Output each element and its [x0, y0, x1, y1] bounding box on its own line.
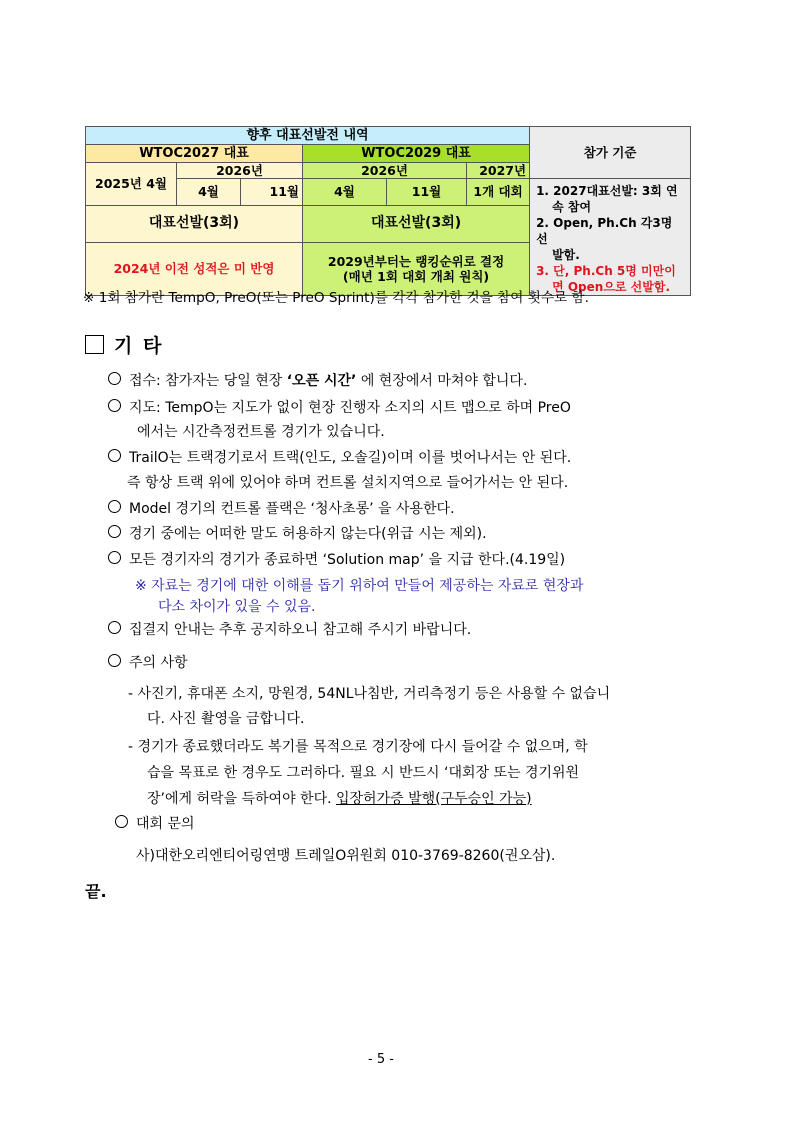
model-text: Model 경기의 컨트롤 플랙은 ‘청사초롱’ 을 사용한다.	[129, 501, 455, 517]
trail-text-1: TrailO는 트랙경기로서 트랙(인도, 오솔길)이며 이를 벗어나서는 안 된다.	[129, 450, 572, 466]
silence-item	[108, 524, 487, 544]
remark-text-1: ※ 자료는 경기에 대한 이해를 돕기 위하여 만들어 제공하는 자료로 현장과	[135, 578, 584, 594]
circle-bullet-icon	[108, 654, 121, 667]
criteria-list	[530, 179, 691, 296]
criteria-3b: 면 Open으로 선발함.	[552, 280, 671, 294]
caution-text-2a: - 경기가 종료했더라도 복기를 목적으로 경기장에 다시 들어갈 수 없으며, 학	[128, 739, 588, 755]
caution-heading: 주의 사항	[129, 655, 188, 671]
circle-bullet-icon	[108, 551, 121, 564]
inquiry-heading: 대회 문의	[136, 816, 195, 832]
circle-bullet-icon	[108, 500, 121, 513]
note-2027: 2024년 이전 성적은 미 반영	[86, 242, 303, 295]
map-item	[108, 398, 571, 418]
caution-text-2c: 장’에게 허락을 득하여야 한다.	[147, 791, 336, 807]
section-title: 기 타	[114, 335, 164, 357]
section-heading	[85, 331, 163, 358]
month-november-2026-b: 11월	[387, 179, 467, 206]
end-mark: 끝.	[85, 882, 107, 901]
entry-permit-note: 입장허가증 발행(구두승인 가능)	[336, 791, 532, 807]
circle-bullet-icon	[108, 449, 121, 462]
year-2025-april: 2025년 4월	[86, 163, 177, 206]
caution-text-1a: - 사진기, 휴대폰 소지, 망원경, 54NL나침반, 거리측정기 등은 사용할 수 없습니	[128, 686, 611, 702]
selection-2029: 대표선발(3회)	[303, 205, 530, 242]
assembly-item	[108, 620, 471, 640]
criteria-1b: 속 참여	[552, 200, 592, 214]
criteria-1a: 1. 2027대표선발: 3회 연	[536, 184, 678, 198]
criteria-3a: 3. 단, Ph.Ch 5명 미만이	[536, 264, 676, 278]
trail-item	[108, 448, 571, 468]
criteria-heading: 참가 기준	[530, 127, 691, 179]
silence-text: 경기 중에는 어떠한 말도 허용하지 않는다(위급 시는 제외).	[129, 526, 487, 542]
checkbox-square-icon	[85, 335, 104, 354]
solution-text: 모든 경기자의 경기가 종료하면 ‘Solution map’ 을 지급 한다.(4.19일)	[129, 552, 566, 568]
year-2026-wtoc2029: 2026년	[303, 163, 467, 179]
month-april-2026-b: 4월	[303, 179, 387, 206]
map-text-1: 지도: TempO는 지도가 없이 현장 진행자 소지의 시트 맵으로 하며 PreO	[129, 400, 571, 416]
reception-open-time: ‘오픈 시간’	[286, 373, 357, 389]
year-2027: 2027년	[467, 163, 530, 179]
trail-text-2: 즉 항상 트랙 위에 있어야 하며 컨트롤 설치지역으로 들어가서는 안 된다.	[127, 475, 569, 491]
reception-text-a: 접수: 참가자는 당일 현장	[129, 373, 287, 389]
circle-bullet-icon	[115, 815, 128, 828]
page-number: - 5 -	[368, 1052, 394, 1067]
contact-text: 사)대한오리엔티어링연맹 트레일O위원회 010-3769-8260(권오삼).	[136, 848, 556, 864]
month-april-2026-a: 4월	[177, 179, 241, 206]
note-2029-a: 2029년부터는 랭킹순위로 결정	[327, 253, 505, 269]
selection-schedule-table	[85, 126, 691, 296]
caution-line-2c	[147, 789, 532, 809]
caution-item	[108, 653, 188, 673]
reception-item	[108, 371, 527, 391]
circle-bullet-icon	[108, 525, 121, 538]
wtoc2029-header: WTOC2029 대표	[303, 145, 530, 163]
note-2029-b: (매년 1회 대회 개최 원칙)	[342, 268, 490, 284]
remark-text-2: 다소 차이가 있을 수 있음.	[158, 599, 316, 615]
caution-text-2b: 습을 목표로 한 경우도 그러하다. 필요 시 반드시 ‘대회장 또는 경기위원	[147, 765, 580, 781]
criteria-2a: 2. Open, Ph.Ch 각3명 선	[536, 216, 673, 246]
selection-2027: 대표선발(3회)	[86, 205, 303, 242]
participation-footnote: ※ 1회 참가란 TempO, PreO(또는 PreO Sprint)를 각각 참가한 것을 참여 횟수로 함.	[83, 290, 589, 306]
solution-item	[108, 550, 565, 570]
reception-text-c: 에 현장에서 마쳐야 합니다.	[356, 373, 528, 389]
caution-text-1b: 다. 사진 촬영을 금합니다.	[147, 711, 305, 727]
model-item	[108, 499, 455, 519]
one-event-2027: 1개 대회	[467, 179, 530, 206]
wtoc2027-header: WTOC2027 대표	[86, 145, 303, 163]
assembly-text: 집결지 안내는 추후 공지하오니 참고해 주시기 바랍니다.	[129, 622, 472, 638]
circle-bullet-icon	[108, 621, 121, 634]
month-november-2026-a: 11월	[241, 179, 303, 206]
table-title: 향후 대표선발전 내역	[86, 127, 530, 145]
inquiry-item	[115, 814, 195, 834]
criteria-2b: 발함.	[552, 248, 580, 262]
circle-bullet-icon	[108, 399, 121, 412]
year-2026-wtoc2027: 2026년	[177, 163, 303, 179]
circle-bullet-icon	[108, 372, 121, 385]
map-text-2: 에서는 시간측정컨트롤 경기가 있습니다.	[137, 424, 385, 440]
